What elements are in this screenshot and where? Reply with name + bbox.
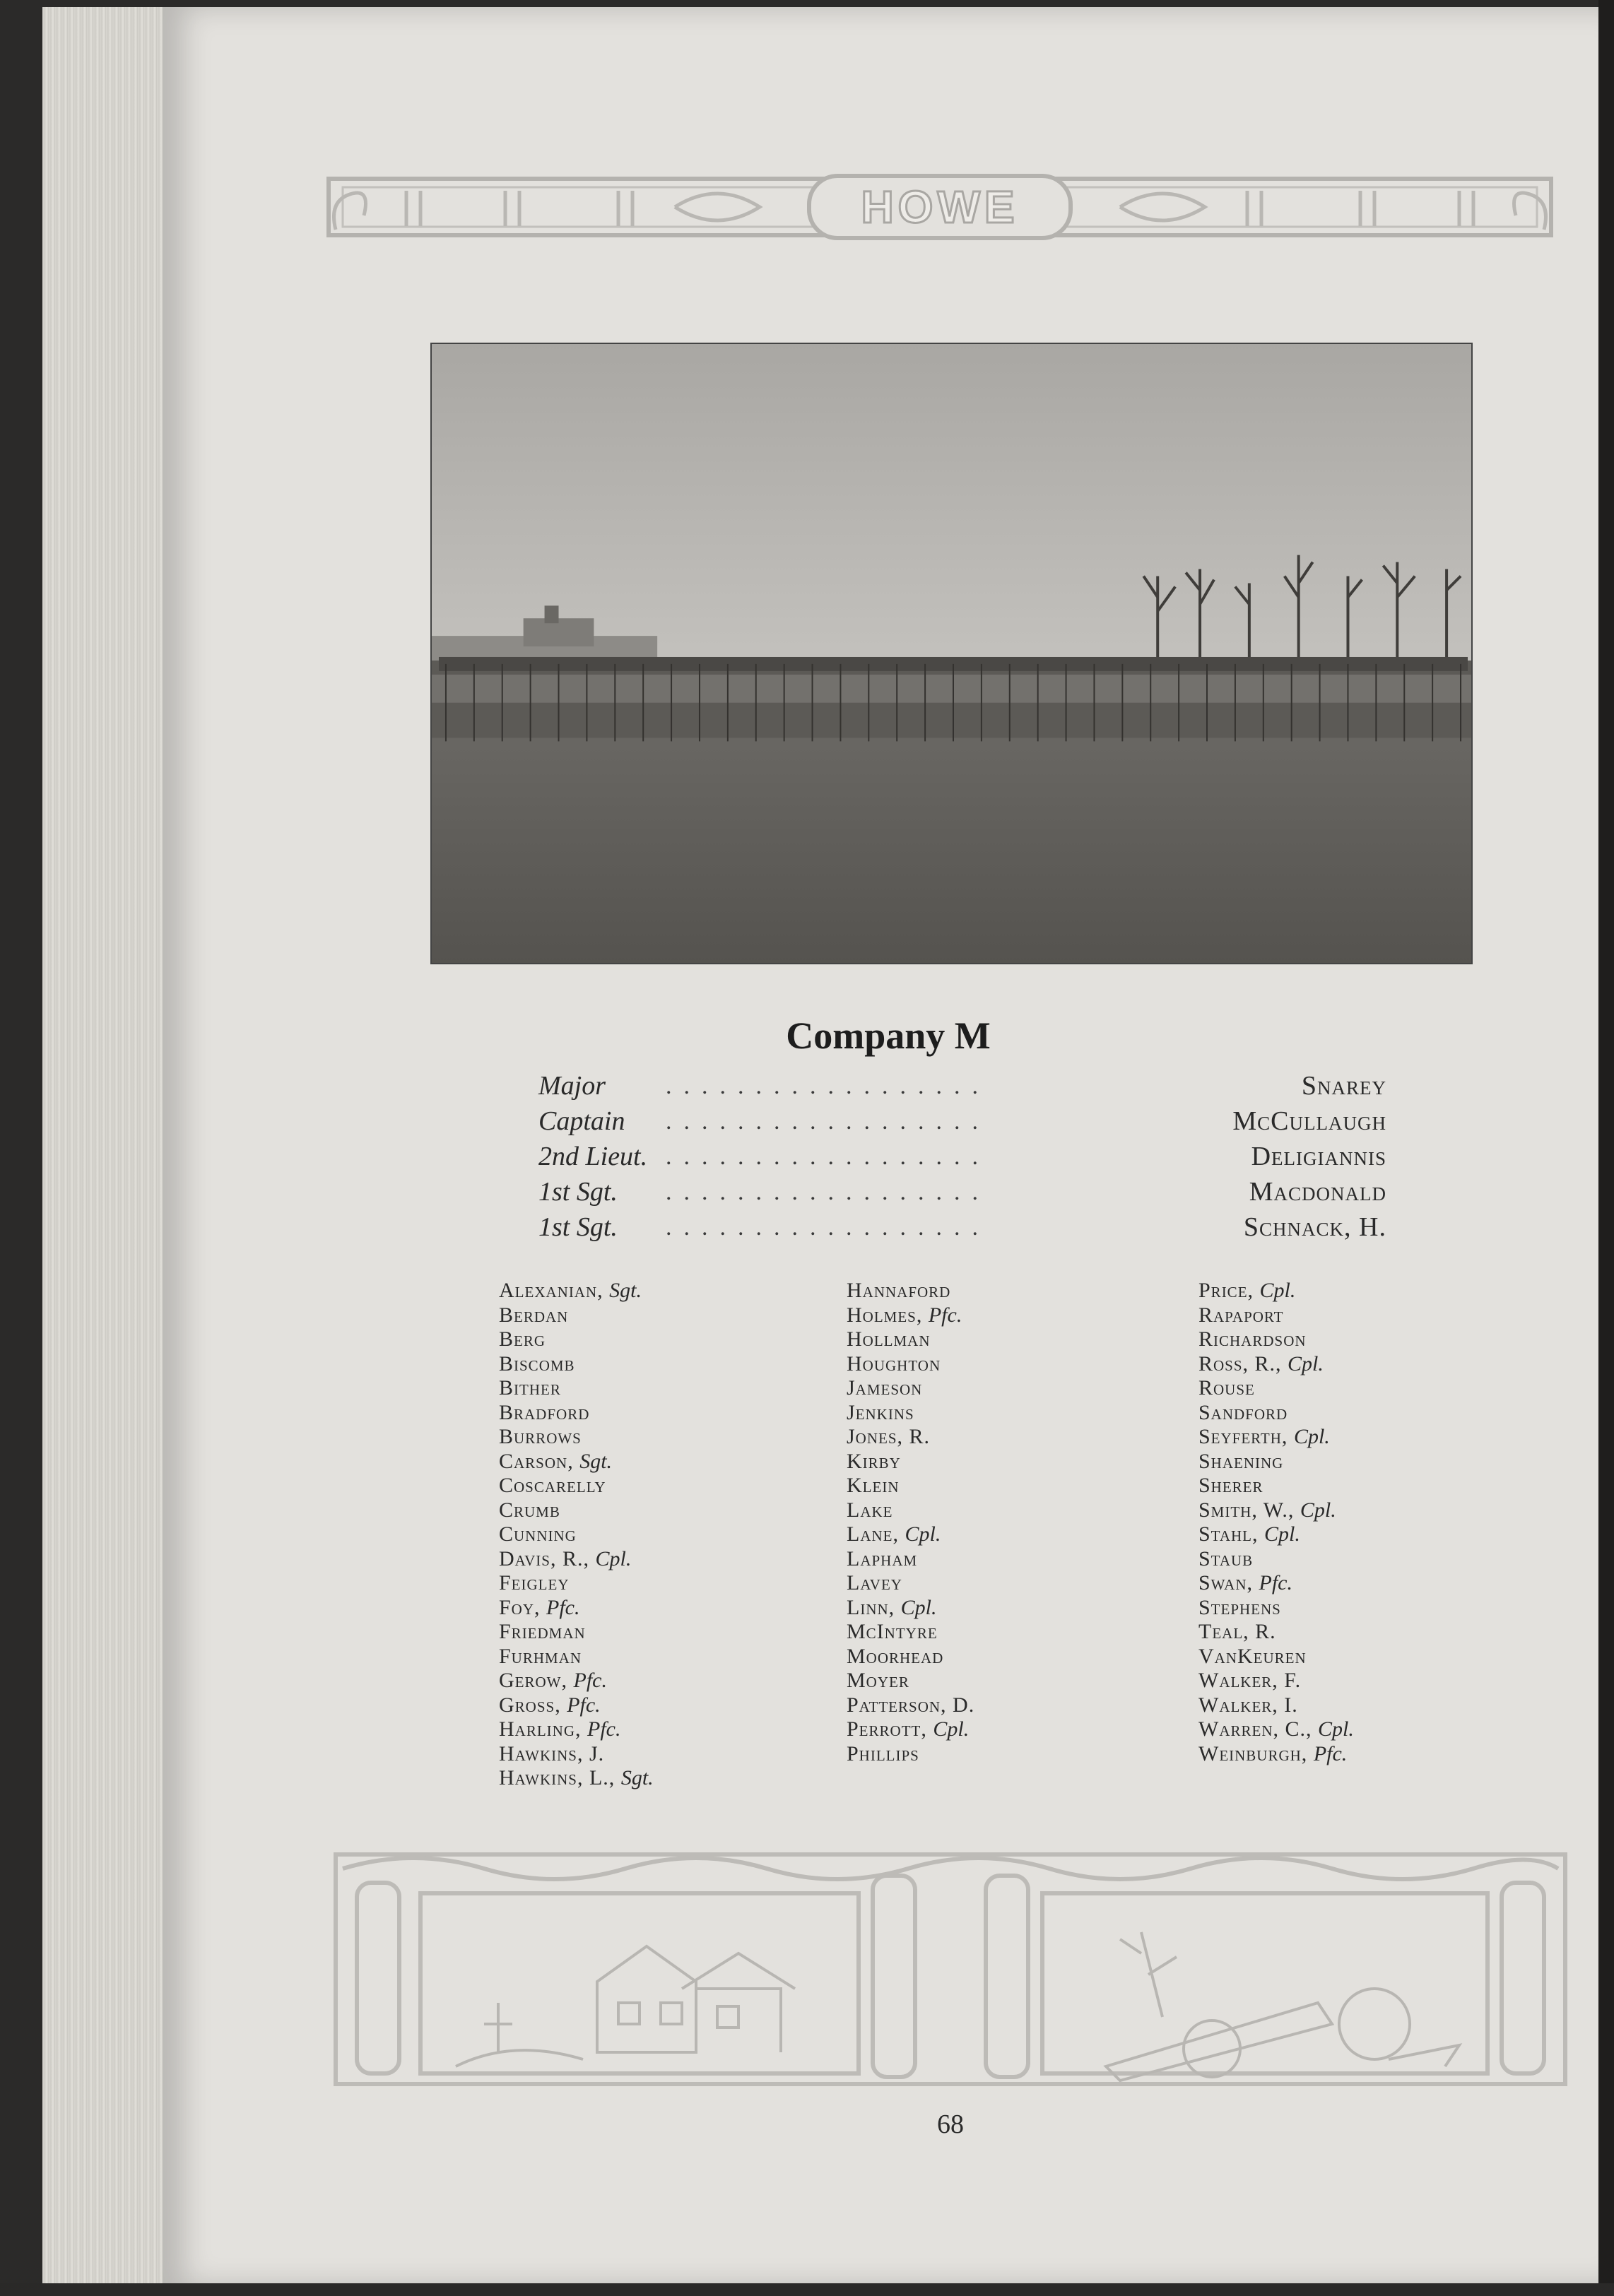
- roster-entry: [1198, 1742, 1354, 1767]
- roster-entry: [499, 1450, 654, 1474]
- roster-entry-name: Stahl,: [1198, 1522, 1259, 1546]
- roster-entry-rank: Cpl.: [905, 1522, 941, 1546]
- roster-entry-name: Jameson: [847, 1376, 923, 1400]
- roster-entry-name: Walker, F.: [1198, 1669, 1302, 1692]
- roster-entry: [847, 1620, 974, 1645]
- roster-entry: [847, 1425, 974, 1450]
- roster-entry-name: Moyer: [847, 1669, 909, 1692]
- footer-ornament: [329, 1840, 1572, 2098]
- officer-rank: Major: [538, 1071, 606, 1101]
- roster-entry: [499, 1401, 654, 1426]
- roster-entry-name: Staub: [1198, 1546, 1254, 1570]
- roster-entry-rank: Sgt.: [620, 1766, 654, 1789]
- header-title: HOWE: [861, 181, 1019, 232]
- roster-entry-name: VanKeuren: [1198, 1644, 1307, 1668]
- roster-entry-name: McIntyre: [847, 1620, 938, 1643]
- roster-entry-name: Stephens: [1198, 1595, 1281, 1619]
- roster-entry-name: Harling,: [499, 1717, 582, 1741]
- roster-entry: [499, 1279, 654, 1303]
- roster-entry: [1198, 1547, 1354, 1572]
- roster-entry-name: Bither: [499, 1376, 561, 1400]
- roster-entry-name: Teal, R.: [1198, 1620, 1276, 1643]
- officer-rank: 1st Sgt.: [538, 1177, 618, 1207]
- roster-entry: [1198, 1645, 1354, 1669]
- roster-entry: [499, 1693, 654, 1718]
- roster-entry: [499, 1547, 654, 1572]
- officer-name: Snarey: [1301, 1071, 1386, 1101]
- roster-entry-rank: Cpl.: [900, 1595, 937, 1619]
- roster-entry-name: Richardson: [1198, 1327, 1307, 1351]
- roster-entry-name: Gerow,: [499, 1669, 567, 1692]
- roster-entry-name: Hawkins, J.: [499, 1741, 605, 1765]
- footer-banner: [329, 1840, 1572, 2098]
- roster-entry-rank: Pfc.: [567, 1693, 601, 1717]
- roster-entry: [847, 1401, 974, 1426]
- roster-entry-name: Sherer: [1198, 1474, 1263, 1497]
- roster-entry: [1198, 1571, 1354, 1596]
- roster-entry-rank: Cpl.: [933, 1717, 970, 1741]
- roster-entry-rank: Pfc.: [928, 1303, 962, 1327]
- roster-entry-name: Hawkins, L.,: [499, 1766, 615, 1789]
- roster-entry-rank: Cpl.: [1259, 1279, 1296, 1302]
- roster-entry-name: Kirby: [847, 1449, 901, 1473]
- roster-entry: [499, 1376, 654, 1401]
- roster-entry-name: Moorhead: [847, 1644, 944, 1668]
- roster-entry-name: Cunning: [499, 1522, 577, 1546]
- roster-entry: [847, 1547, 974, 1572]
- roster-entry-rank: Pfc.: [587, 1717, 621, 1741]
- roster-entry-name: Smith, W.,: [1198, 1498, 1295, 1522]
- roster-entry-name: Hannaford: [847, 1279, 951, 1302]
- roster-entry: [1198, 1376, 1354, 1401]
- roster-entry-name: Lavey: [847, 1571, 902, 1594]
- roster-entry-name: Rapaport: [1198, 1303, 1284, 1327]
- roster-entry: [847, 1474, 974, 1498]
- roster-column-2: [847, 1279, 974, 1766]
- roster-entry: [847, 1352, 974, 1377]
- roster-entry-name: Warren, C.,: [1198, 1717, 1312, 1741]
- roster-entry: [1198, 1327, 1354, 1352]
- roster-entry-rank: Cpl.: [1293, 1425, 1330, 1448]
- leader-dots: ..................: [666, 1073, 990, 1099]
- roster-entry: [499, 1571, 654, 1596]
- officer-name: Macdonald: [1249, 1177, 1386, 1207]
- roster-entry: [499, 1303, 654, 1328]
- roster-entry-name: Gross,: [499, 1693, 561, 1717]
- roster-entry: [847, 1498, 974, 1523]
- roster-entry-name: Lane,: [847, 1522, 899, 1546]
- roster-entry-name: Jenkins: [847, 1400, 914, 1424]
- roster-entry-name: Carson,: [499, 1449, 574, 1473]
- roster-entry-name: Friedman: [499, 1620, 586, 1643]
- roster-entry-name: Seyferth,: [1198, 1425, 1288, 1448]
- page-number: 68: [937, 2109, 964, 2139]
- roster-entry: [1198, 1474, 1354, 1498]
- roster-entry-name: Sandford: [1198, 1400, 1288, 1424]
- roster-entry-name: Swan,: [1198, 1571, 1254, 1594]
- roster-entry-name: Weinburgh,: [1198, 1741, 1308, 1765]
- roster-entry: [1198, 1596, 1354, 1621]
- roster-entry-name: Patterson, D.: [847, 1693, 975, 1717]
- officer-name: Deligiannis: [1251, 1142, 1386, 1171]
- roster-entry: [499, 1766, 654, 1791]
- roster-entry-name: Berg: [499, 1327, 546, 1351]
- officer-row: [538, 1212, 1386, 1247]
- book-cover-edge: [1598, 0, 1614, 2296]
- roster-entry: [1198, 1303, 1354, 1328]
- company-photo-image: [432, 344, 1471, 963]
- roster-entry-rank: Pfc.: [1313, 1741, 1348, 1765]
- officer-row: [538, 1176, 1386, 1212]
- roster-entry: [847, 1645, 974, 1669]
- roster-entry-rank: Cpl.: [595, 1546, 632, 1570]
- roster-entry: [847, 1596, 974, 1621]
- roster-entry: [847, 1376, 974, 1401]
- roster-entry-rank: Cpl.: [1264, 1522, 1300, 1546]
- officer-row: [538, 1070, 1386, 1106]
- roster-entry: [499, 1669, 654, 1693]
- book-bottom-edge: [0, 2283, 1614, 2296]
- roster-column-1: [499, 1279, 654, 1791]
- officer-rank: 1st Sgt.: [538, 1212, 618, 1242]
- roster-entry-rank: Pfc.: [546, 1595, 580, 1619]
- roster-entry-name: Perrott,: [847, 1717, 927, 1741]
- roster-entry: [499, 1352, 654, 1377]
- page-title: Company M: [786, 1014, 991, 1057]
- roster-entry-rank: Cpl.: [1288, 1351, 1324, 1375]
- roster-entry-name: Lapham: [847, 1546, 918, 1570]
- roster-entry-name: Rouse: [1198, 1376, 1255, 1400]
- roster-entry: [499, 1498, 654, 1523]
- roster-entry: [499, 1717, 654, 1742]
- officers-list: [538, 1070, 1386, 1247]
- roster-column-3: [1198, 1279, 1354, 1766]
- header-banner: [322, 166, 1558, 247]
- roster-entry-name: Berdan: [499, 1303, 569, 1327]
- roster-entry: [847, 1669, 974, 1693]
- officer-name: Schnack, H.: [1243, 1212, 1386, 1242]
- roster-entry: [1198, 1401, 1354, 1426]
- roster-entry: [1198, 1352, 1354, 1377]
- roster-entry-rank: Cpl.: [1300, 1498, 1336, 1522]
- roster-entry-name: Phillips: [847, 1741, 919, 1765]
- roster-entry: [847, 1279, 974, 1303]
- roster-entry: [499, 1620, 654, 1645]
- roster-entry: [1198, 1693, 1354, 1718]
- roster-entry: [847, 1303, 974, 1328]
- roster-entry-rank: Pfc.: [573, 1669, 607, 1692]
- roster-entry-name: Walker, I.: [1198, 1693, 1298, 1717]
- officer-name: McCullaugh: [1232, 1106, 1386, 1136]
- roster-entry-name: Bradford: [499, 1400, 590, 1424]
- officer-row: [538, 1106, 1386, 1141]
- roster-entry-name: Alexanian,: [499, 1279, 603, 1302]
- roster-entry-name: Crumb: [499, 1498, 560, 1522]
- roster-entry: [1198, 1498, 1354, 1523]
- roster-entry-name: Lake: [847, 1498, 893, 1522]
- roster-entry: [847, 1571, 974, 1596]
- roster-entry-name: Burrows: [499, 1425, 582, 1448]
- leader-dots: ..................: [666, 1179, 990, 1205]
- roster-entry: [847, 1327, 974, 1352]
- roster-entry: [499, 1596, 654, 1621]
- officer-row: [538, 1141, 1386, 1176]
- officer-rank: Captain: [538, 1106, 625, 1136]
- roster-entry: [847, 1522, 974, 1547]
- leader-dots: ..................: [666, 1214, 990, 1241]
- roster-entry: [1198, 1279, 1354, 1303]
- roster-entry: [499, 1742, 654, 1767]
- leader-dots: ..................: [666, 1144, 990, 1170]
- roster-entry-name: Holmes,: [847, 1303, 923, 1327]
- roster-entry: [847, 1742, 974, 1767]
- roster-entry: [1198, 1717, 1354, 1742]
- roster-entry: [499, 1425, 654, 1450]
- roster-entry-name: Furhman: [499, 1644, 582, 1668]
- roster-entry-name: Davis, R.,: [499, 1546, 589, 1570]
- roster-entry-rank: Sgt.: [609, 1279, 642, 1302]
- roster-entry: [847, 1717, 974, 1742]
- roster-entry-name: Shaening: [1198, 1449, 1284, 1473]
- roster-entry-name: Price,: [1198, 1279, 1254, 1302]
- roster-entry-rank: Sgt.: [579, 1449, 613, 1473]
- roster-entry-name: Coscarelly: [499, 1474, 606, 1497]
- roster-entry: [1198, 1669, 1354, 1693]
- roster-entry-rank: Pfc.: [1259, 1571, 1292, 1594]
- roster-entry-name: Hollman: [847, 1327, 931, 1351]
- roster-entry: [499, 1327, 654, 1352]
- roster-entry: [499, 1645, 654, 1669]
- roster-entry: [1198, 1450, 1354, 1474]
- roster-entry-rank: Cpl.: [1318, 1717, 1354, 1741]
- roster-entry-name: Linn,: [847, 1595, 895, 1619]
- roster-entry: [847, 1693, 974, 1718]
- roster-entry: [1198, 1522, 1354, 1547]
- roster-entry-name: Ross, R.,: [1198, 1351, 1282, 1375]
- roster-entry-name: Foy,: [499, 1595, 541, 1619]
- roster-entry-name: Klein: [847, 1474, 900, 1497]
- officer-rank: 2nd Lieut.: [538, 1142, 648, 1171]
- roster-entry: [499, 1474, 654, 1498]
- roster-entry-name: Jones, R.: [847, 1425, 931, 1448]
- company-photo: [430, 343, 1473, 964]
- leader-dots: ..................: [666, 1108, 990, 1135]
- roster-entry: [499, 1522, 654, 1547]
- roster-entry-name: Houghton: [847, 1351, 941, 1375]
- roster-entry: [1198, 1425, 1354, 1450]
- roster-entry-name: Biscomb: [499, 1351, 575, 1375]
- roster-entry: [847, 1450, 974, 1474]
- roster-entry-name: Feigley: [499, 1571, 570, 1594]
- roster-entry: [1198, 1620, 1354, 1645]
